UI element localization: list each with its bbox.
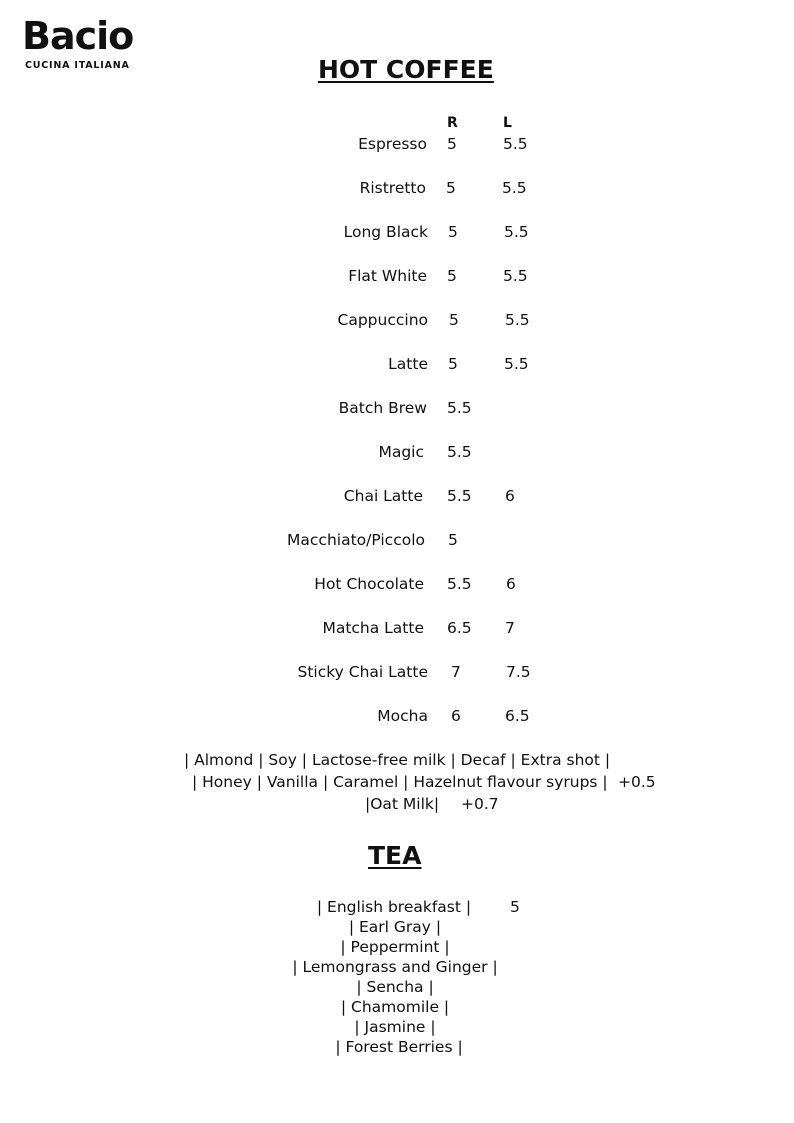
menu-item-name: Macchiato/Piccolo — [287, 531, 425, 549]
regular-price: 5 — [448, 223, 458, 241]
menu-item-name: Flat White — [348, 267, 427, 285]
regular-price: 7 — [451, 663, 461, 681]
large-price: 6 — [506, 575, 516, 593]
regular-price: 5.5 — [447, 399, 472, 417]
menu-item-name: Espresso — [358, 135, 427, 153]
regular-price: 5.5 — [447, 575, 472, 593]
large-price: 6.5 — [505, 707, 530, 725]
large-price: 5.5 — [502, 179, 527, 197]
oat-milk-price: +0.7 — [461, 795, 499, 813]
tea-item: | Chamomile | — [340, 998, 450, 1016]
large-price: 5.5 — [503, 135, 528, 153]
tea-item: | Forest Berries | — [335, 1038, 463, 1056]
tea-item: | Sencha | — [356, 978, 434, 996]
large-size-header: L — [503, 115, 512, 131]
regular-price: 6 — [451, 707, 461, 725]
extras-price: +0.5 — [618, 773, 656, 791]
large-price: 5.5 — [504, 223, 529, 241]
logo-wordmark: Bacio — [22, 14, 134, 58]
tea-item: | Earl Gray | — [348, 918, 442, 936]
regular-size-header: R — [447, 115, 458, 131]
menu-item-name: Sticky Chai Latte — [297, 663, 428, 681]
large-price: 7.5 — [506, 663, 531, 681]
regular-price: 5 — [448, 531, 458, 549]
menu-item-name: Latte — [388, 355, 428, 373]
regular-price: 6.5 — [447, 619, 472, 637]
tea-heading: TEA — [368, 841, 422, 870]
regular-price: 5 — [447, 267, 457, 285]
large-price: 6 — [505, 487, 515, 505]
tea-item: | English breakfast | — [316, 898, 472, 916]
bacio-logo — [22, 14, 132, 74]
oat-milk-option: |Oat Milk| — [365, 795, 440, 813]
regular-price: 5.5 — [447, 487, 472, 505]
menu-item-name: Mocha — [377, 707, 428, 725]
regular-price: 5 — [449, 311, 459, 329]
large-price: 5.5 — [505, 311, 530, 329]
menu-item-name: Long Black — [343, 223, 428, 241]
large-price: 7 — [505, 619, 515, 637]
large-price: 5.5 — [503, 267, 528, 285]
menu-item-name: Batch Brew — [338, 399, 427, 417]
hot-coffee-heading: HOT COFFEE — [318, 55, 494, 84]
tea-item: | Jasmine | — [354, 1018, 436, 1036]
tea-list — [0, 897, 794, 1057]
large-price: 5.5 — [504, 355, 529, 373]
menu-item-name: Hot Chocolate — [314, 575, 424, 593]
regular-price: 5.5 — [447, 443, 472, 461]
tea-item: | Peppermint | — [340, 938, 450, 956]
tea-price: 5 — [510, 898, 520, 916]
menu-item-name: Ristretto — [359, 179, 426, 197]
milk-extras-options: | Almond | Soy | Lactose-free milk | Decaf | Extra shot | — [184, 751, 611, 769]
menu-item-name: Cappuccino — [337, 311, 428, 329]
menu-item-name: Magic — [378, 443, 424, 461]
regular-price: 5 — [447, 135, 457, 153]
tea-item: | Lemongrass and Ginger | — [292, 958, 498, 976]
regular-price: 5 — [446, 179, 456, 197]
menu-item-name: Matcha Latte — [322, 619, 424, 637]
regular-price: 5 — [448, 355, 458, 373]
syrup-options: | Honey | Vanilla | Caramel | Hazelnut flavour syrups | — [192, 773, 608, 791]
menu-item-name: Chai Latte — [343, 487, 423, 505]
logo-subtitle: CUCINA ITALIANA — [25, 60, 130, 71]
